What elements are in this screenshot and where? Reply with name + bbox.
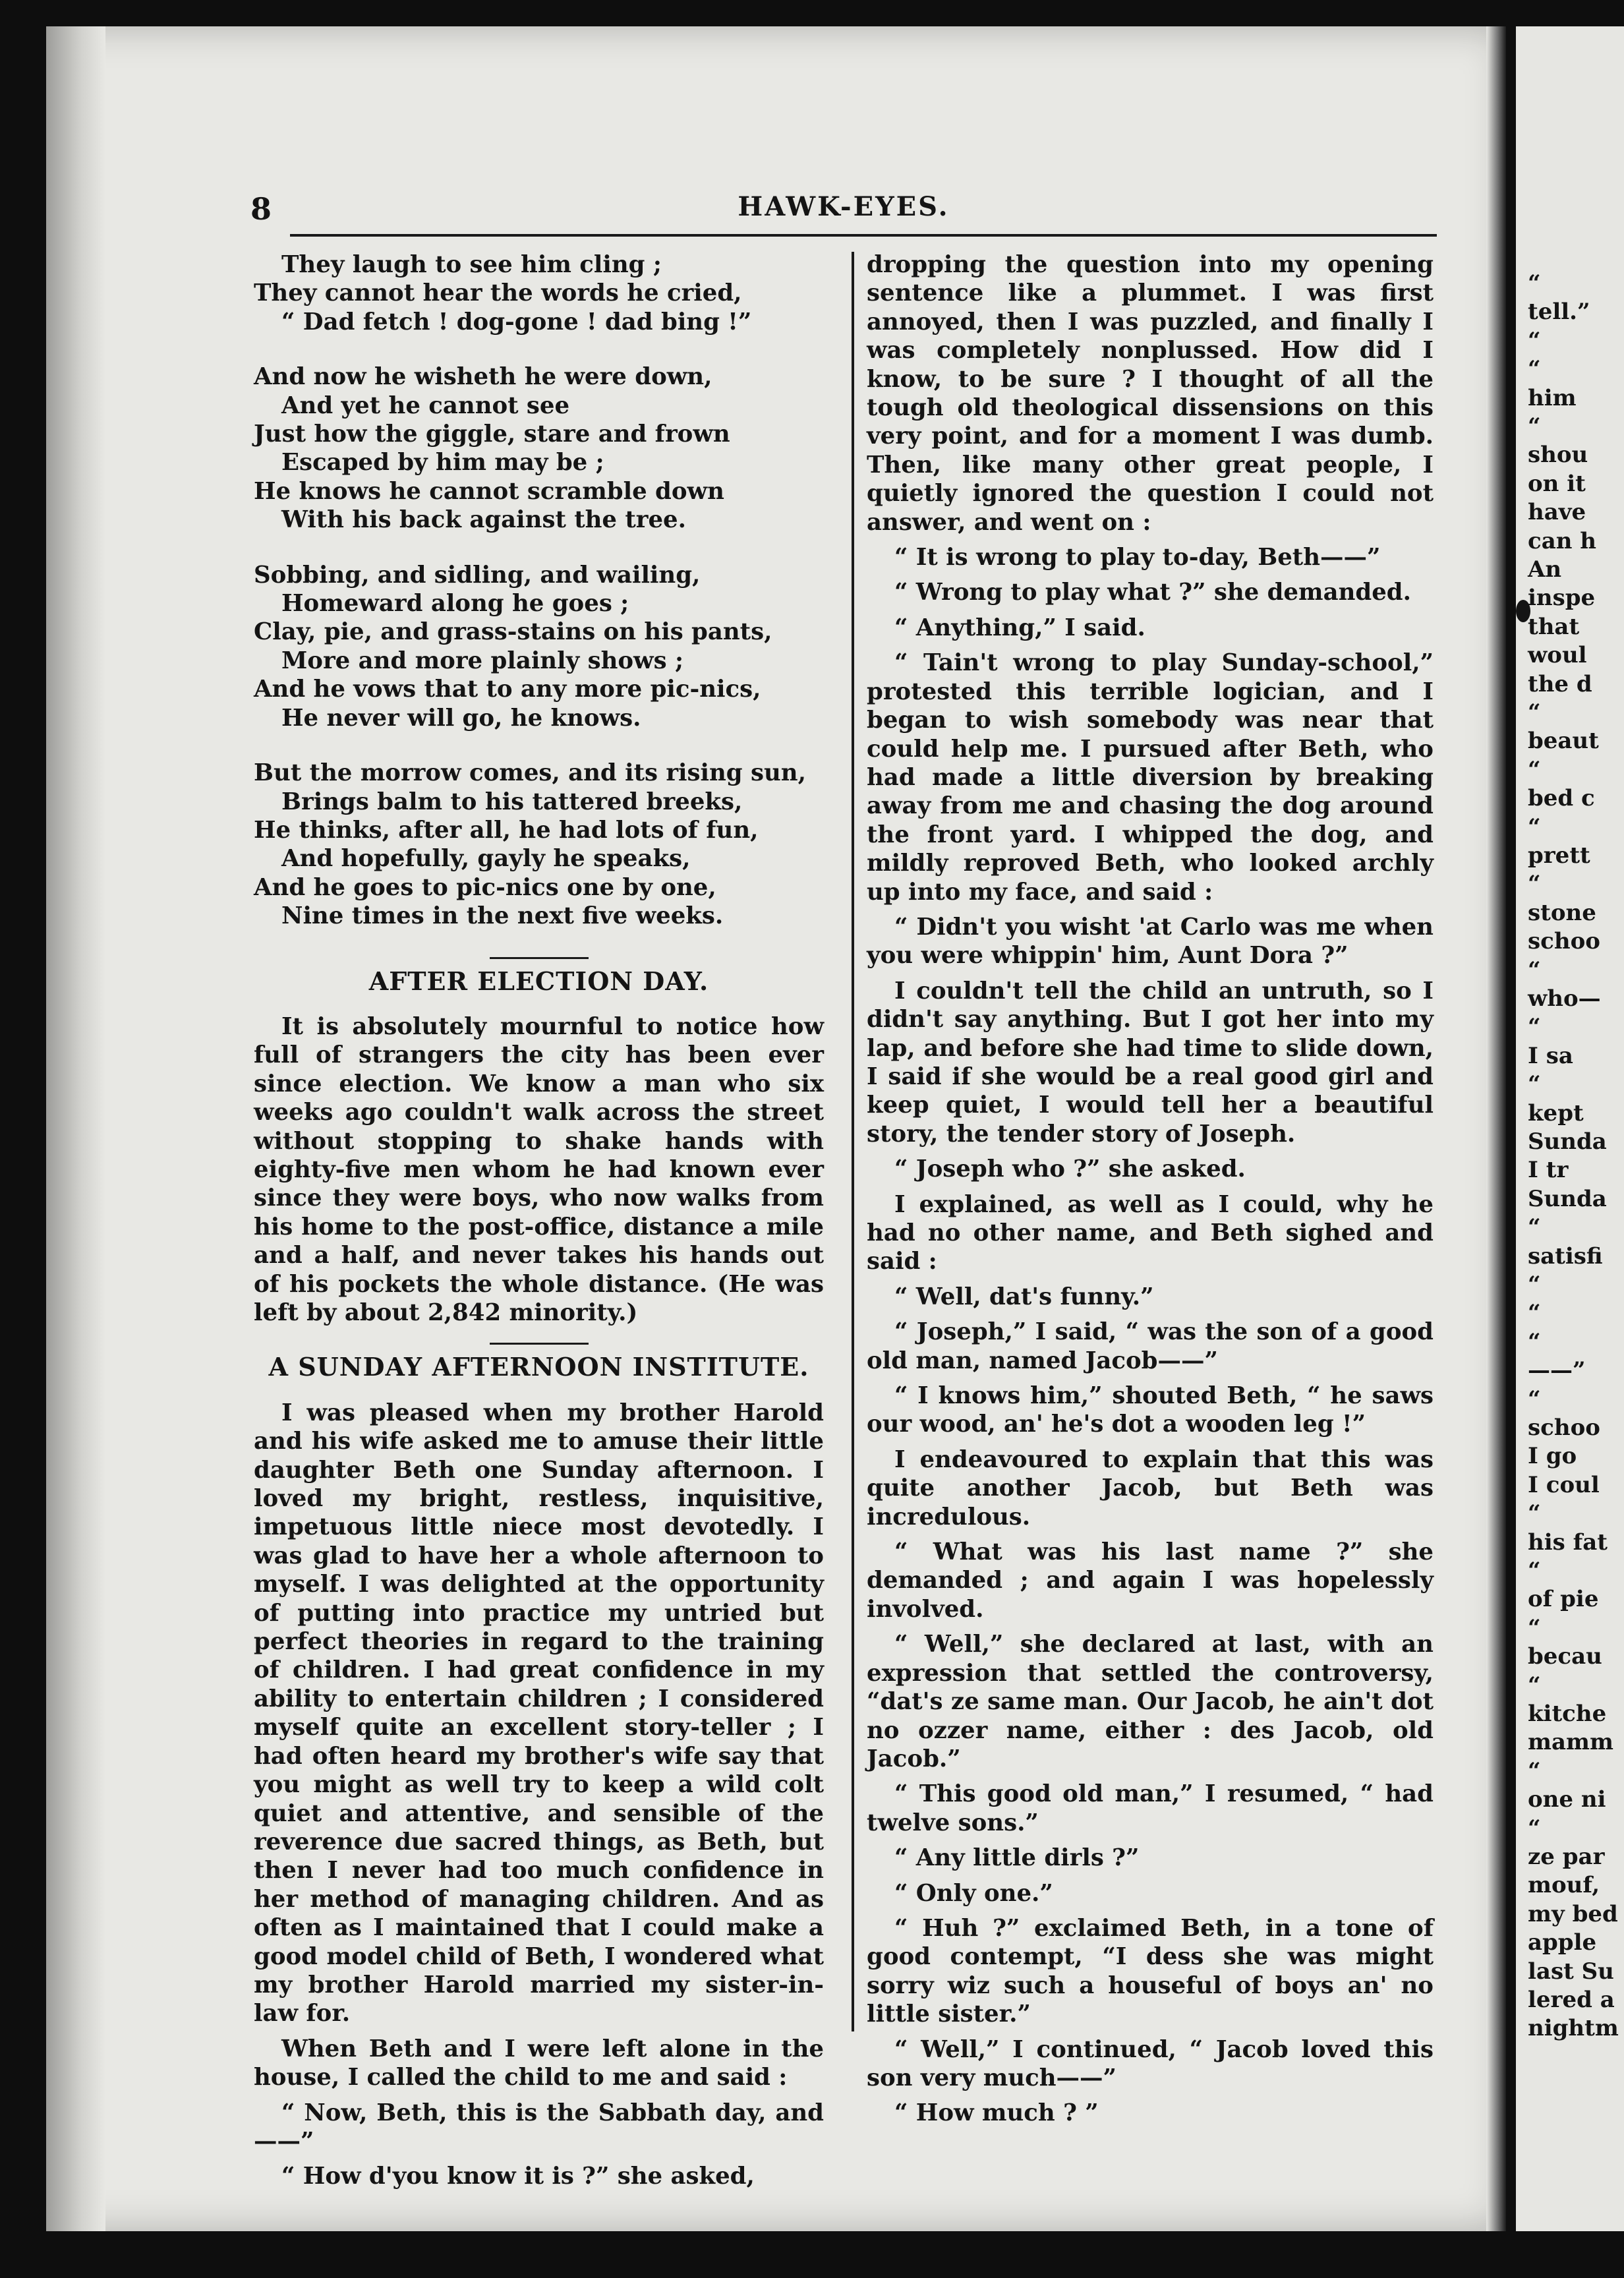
poem-stanza <box>254 250 824 336</box>
fragment-line: shou <box>1528 442 1588 469</box>
poem-line: Homeward along he goes ; <box>281 590 629 618</box>
fragment-line: mamm <box>1528 1729 1613 1756</box>
fragment-line: can h <box>1528 527 1597 554</box>
fragment-line: my bed <box>1528 1900 1618 1927</box>
article-paragraph: “ Anything,” I said. <box>894 614 1146 641</box>
right-column <box>867 250 1434 2134</box>
article-paragraph: I endeavoured to explain that this was quite another Jacob, but Beth was incredulous. <box>867 1446 1434 1531</box>
section-divider <box>490 1343 589 1345</box>
fragment-line: “ <box>1528 1614 1541 1641</box>
fragment-line: “ <box>1528 356 1541 383</box>
fragment-line: I coul <box>1528 1471 1600 1498</box>
poem-line: And he goes to pic-nics one by one, <box>254 873 716 901</box>
fragment-line: “ <box>1528 699 1541 726</box>
fragment-line: tell.” <box>1528 299 1590 326</box>
article-paragraph: “ Now, Beth, this is the Sabbath day, and——” <box>254 2099 824 2155</box>
adjacent-page-fragment <box>1516 26 1624 2231</box>
article-paragraph: “ It is wrong to play to-day, Beth——” <box>894 544 1381 571</box>
fragment-line: nightm <box>1528 2015 1619 2042</box>
fragment-line: “ <box>1528 813 1541 840</box>
column-divider <box>852 252 854 2031</box>
sunday-article-title: A SUNDAY AFTERNOON INSTITUTE. <box>268 1352 809 1382</box>
poem-line: He thinks, after all, he had lots of fun, <box>254 816 759 844</box>
poem-line: Nine times in the next five weeks. <box>281 902 724 930</box>
fragment-line: the d <box>1528 670 1592 697</box>
fragment-line: schoo <box>1528 1415 1600 1441</box>
poem-line: He never will go, he knows. <box>281 704 641 732</box>
fragment-line: satisfi <box>1528 1242 1603 1270</box>
poem-line: He knows he cannot scramble down <box>254 477 724 505</box>
article-paragraph: “ Only one.” <box>894 1879 1053 1907</box>
fragment-line: Sunda <box>1528 1185 1607 1212</box>
election-article-body: It is absolutely mournful to notice how full of strangers the city has been ever since election. We know a man who six weeks ago couldn't walk across the street without stopping to shake hands with eighty-five men whom he had known ever since they were boys, who now walks from his home to the post-office, distance a mile and a half, and never takes his hands out of his pockets the whole distance. (He was left by about 2,842 minority.) <box>254 1012 824 1326</box>
fragment-line: “ <box>1528 1500 1541 1527</box>
section-divider <box>490 957 589 959</box>
poem-line: Clay, pie, and grass-stains on his pants, <box>254 618 772 646</box>
poem-line: “ Dad fetch ! dog-gone ! dad bing !” <box>281 308 752 336</box>
article-paragraph: “ What was his last name ?” she demanded ; and again I was hopelessly involved. <box>867 1538 1434 1623</box>
fragment-line: last Su <box>1528 1958 1614 1985</box>
fragment-line: stone <box>1528 899 1596 926</box>
running-title: HAWK-EYES. <box>738 191 950 222</box>
fragment-line: who— <box>1528 985 1601 1012</box>
page-edge-shadow <box>1486 26 1506 2231</box>
page-number: 8 <box>250 191 272 227</box>
poem-line: But the morrow comes, and its rising sun, <box>254 759 806 787</box>
fragment-line: becau <box>1528 1643 1602 1670</box>
fragment-line: one ni <box>1528 1786 1606 1813</box>
sunday-article-left <box>254 1399 824 2191</box>
poem-stanza <box>254 363 824 534</box>
fragment-line: “ <box>1528 1214 1541 1241</box>
poem-line: They laugh to see him cling ; <box>281 251 662 278</box>
article-paragraph: “ This good old man,” I resumed, “ had twelve sons.” <box>867 1780 1434 1836</box>
fragment-line: inspe <box>1528 585 1596 612</box>
poem <box>254 250 824 931</box>
article-paragraph: “ Didn't you wisht 'at Carlo was me when you were whippin' him, Aunt Dora ?” <box>867 913 1434 970</box>
fragment-line: “ <box>1528 1071 1541 1098</box>
fragment-line: woul <box>1528 642 1587 669</box>
poem-line: Brings balm to his tattered breeks, <box>281 788 743 815</box>
sunday-article-right <box>867 250 1434 2128</box>
fragment-line: I tr <box>1528 1157 1569 1184</box>
poem-line: And hopefully, gayly he speaks, <box>281 845 691 873</box>
poem-line: They cannot hear the words he cried, <box>254 279 742 307</box>
fragment-line: “ <box>1528 1672 1541 1699</box>
fragment-line: beaut <box>1528 728 1599 755</box>
fragment-line: of pie <box>1528 1586 1599 1613</box>
article-paragraph: “ Well,” she declared at last, with an expression that settled the controversy, “dat's ze same man. Our Jacob, he ain't dot no ozzer name, either : des Jacob, old Jacob.” <box>867 1631 1434 1772</box>
page-binding-shadow <box>46 26 105 2231</box>
article-paragraph: “ How much ? ” <box>894 2099 1099 2127</box>
article-paragraph: “ Well, dat's funny.” <box>894 1283 1154 1310</box>
fragment-line: Sunda <box>1528 1128 1607 1155</box>
article-paragraph: “ Any little dirls ?” <box>894 1844 1140 1872</box>
fragment-line: “ <box>1528 871 1541 898</box>
fragment-line: mouf, <box>1528 1872 1600 1899</box>
poem-line: And yet he cannot see <box>281 392 570 419</box>
poem-line: And now he wisheth he were down, <box>254 363 712 391</box>
left-column <box>254 250 824 2198</box>
fragment-line: “ <box>1528 756 1541 783</box>
article-paragraph: dropping the question into my opening sentence like a plummet. I was first annoyed, then I was puzzled, and finally I was completely nonplussed. How did I know, to be sure ? I thought of all the tough old theological dissensions on this very point, and for a moment I was dumb. Then, like many other great people, I quietly ignored the question I could not answer, and went on : <box>867 251 1434 536</box>
fragment-line: him <box>1528 384 1577 411</box>
fragment-line: “ <box>1528 1271 1541 1298</box>
fragment-line: I sa <box>1528 1042 1573 1069</box>
fragment-line: his fat <box>1528 1529 1608 1556</box>
fragment-line: lered a <box>1528 1987 1615 2013</box>
fragment-line: “ <box>1528 1757 1541 1784</box>
fragment-line: “ <box>1528 413 1541 440</box>
fragment-line: kitche <box>1528 1701 1607 1727</box>
fragment-line: ze par <box>1528 1844 1605 1870</box>
fragment-line: An <box>1528 556 1562 583</box>
fragment-line: “ <box>1528 1328 1541 1355</box>
poem-line: With his back against the tree. <box>281 506 686 534</box>
poem-line: Just how the giggle, stare and frown <box>254 421 730 448</box>
article-paragraph: “ Tain't wrong to play Sunday-school,” protested this terrible logician, and I began to wish somebody was near that could help me. I pursued after Beth, who had made a little diversion by breaking away from me and chasing the dog around the front yard. I whipped the dog, and mildly reproved Beth, who looked archly up into my face, and said : <box>867 649 1434 906</box>
fragment-line: have <box>1528 499 1586 526</box>
election-article-title: AFTER ELECTION DAY. <box>368 966 709 996</box>
fragment-line: on it <box>1528 470 1586 497</box>
fragment-line: “ <box>1528 1558 1541 1584</box>
header-rule <box>290 234 1437 237</box>
fragment-line: “ <box>1528 1386 1541 1413</box>
fragment-line: “ <box>1528 327 1541 354</box>
fragment-line: schoo <box>1528 928 1600 955</box>
article-paragraph: “ Wrong to play what ?” she demanded. <box>894 579 1411 606</box>
poem-line: Sobbing, and sidling, and wailing, <box>254 561 701 589</box>
article-paragraph: I couldn't tell the child an untruth, so I didn't say anything. But I got her into my lap, and before she had time to slide down, I said if she would be a real good girl and keep quiet, I would tell her a beautiful story, the tender story of Joseph. <box>867 977 1434 1148</box>
article-paragraph: When Beth and I were left alone in the house, I called the child to me and said : <box>254 2035 824 2091</box>
poem-stanza <box>254 759 824 930</box>
article-paragraph: “ Joseph,” I said, “ was the son of a good old man, named Jacob——” <box>867 1318 1434 1374</box>
article-paragraph: “ Huh ?” exclaimed Beth, in a tone of good contempt, “I dess she was might sorry wiz such a houseful of boys an' no little sister.” <box>867 1914 1434 2028</box>
article-paragraph: “ Well,” I continued, “ Jacob loved this son very much——” <box>867 2035 1434 2091</box>
fragment-line: “ <box>1528 1014 1541 1041</box>
poem-line: And he vows that to any more pic-nics, <box>254 676 761 703</box>
fragment-line: bed c <box>1528 785 1595 812</box>
fragment-line: prett <box>1528 842 1590 869</box>
fragment-line: “ <box>1528 956 1541 983</box>
article-paragraph: “ How d'you know it is ?” she asked, <box>281 2163 755 2190</box>
article-paragraph: I was pleased when my brother Harold and his wife asked me to amuse their little daughter Beth one Sunday afternoon. I loved my bright, restless, inquisitive, impetuous little niece most devotedly. I was glad to have her a whole afternoon to myself. I was delighted at the opportunity of putting into practice my untried but perfect theories in regard to the training of children. I had great confidence in my ability to entertain children ; I considered myself quite an excellent story-teller ; I had often heard my brother's wife say that you might as well try to keep a wild colt quiet and attentive, and sensible of the reverence due sacred things, as Beth, but then I never had too much confidence in her method of managing children. And as often as I maintained that I could make a good model child of Beth, I wondered what my brother Harold married my sister-in-law for. <box>254 1399 824 2028</box>
poem-line: Escaped by him may be ; <box>281 449 604 477</box>
fragment-line: “ <box>1528 1300 1541 1327</box>
page-header <box>250 191 1437 231</box>
fragment-line: kept <box>1528 1099 1584 1126</box>
fragment-line: apple <box>1528 1929 1597 1956</box>
poem-stanza <box>254 561 824 732</box>
article-paragraph: “ Joseph who ?” she asked. <box>894 1155 1246 1183</box>
fragment-line: ——” <box>1528 1357 1586 1384</box>
fragment-line: I go <box>1528 1443 1577 1470</box>
fragment-line: “ <box>1528 1815 1541 1842</box>
article-paragraph: “ I knows him,” shouted Beth, “ he saws our wood, an' he's dot a wooden leg !” <box>867 1382 1434 1438</box>
fragment-line: that <box>1528 613 1580 640</box>
article-paragraph: I explained, as well as I could, why he had no other name, and Beth sighed and said : <box>867 1190 1434 1275</box>
poem-line: More and more plainly shows ; <box>281 647 684 674</box>
fragment-line: “ <box>1528 270 1541 297</box>
